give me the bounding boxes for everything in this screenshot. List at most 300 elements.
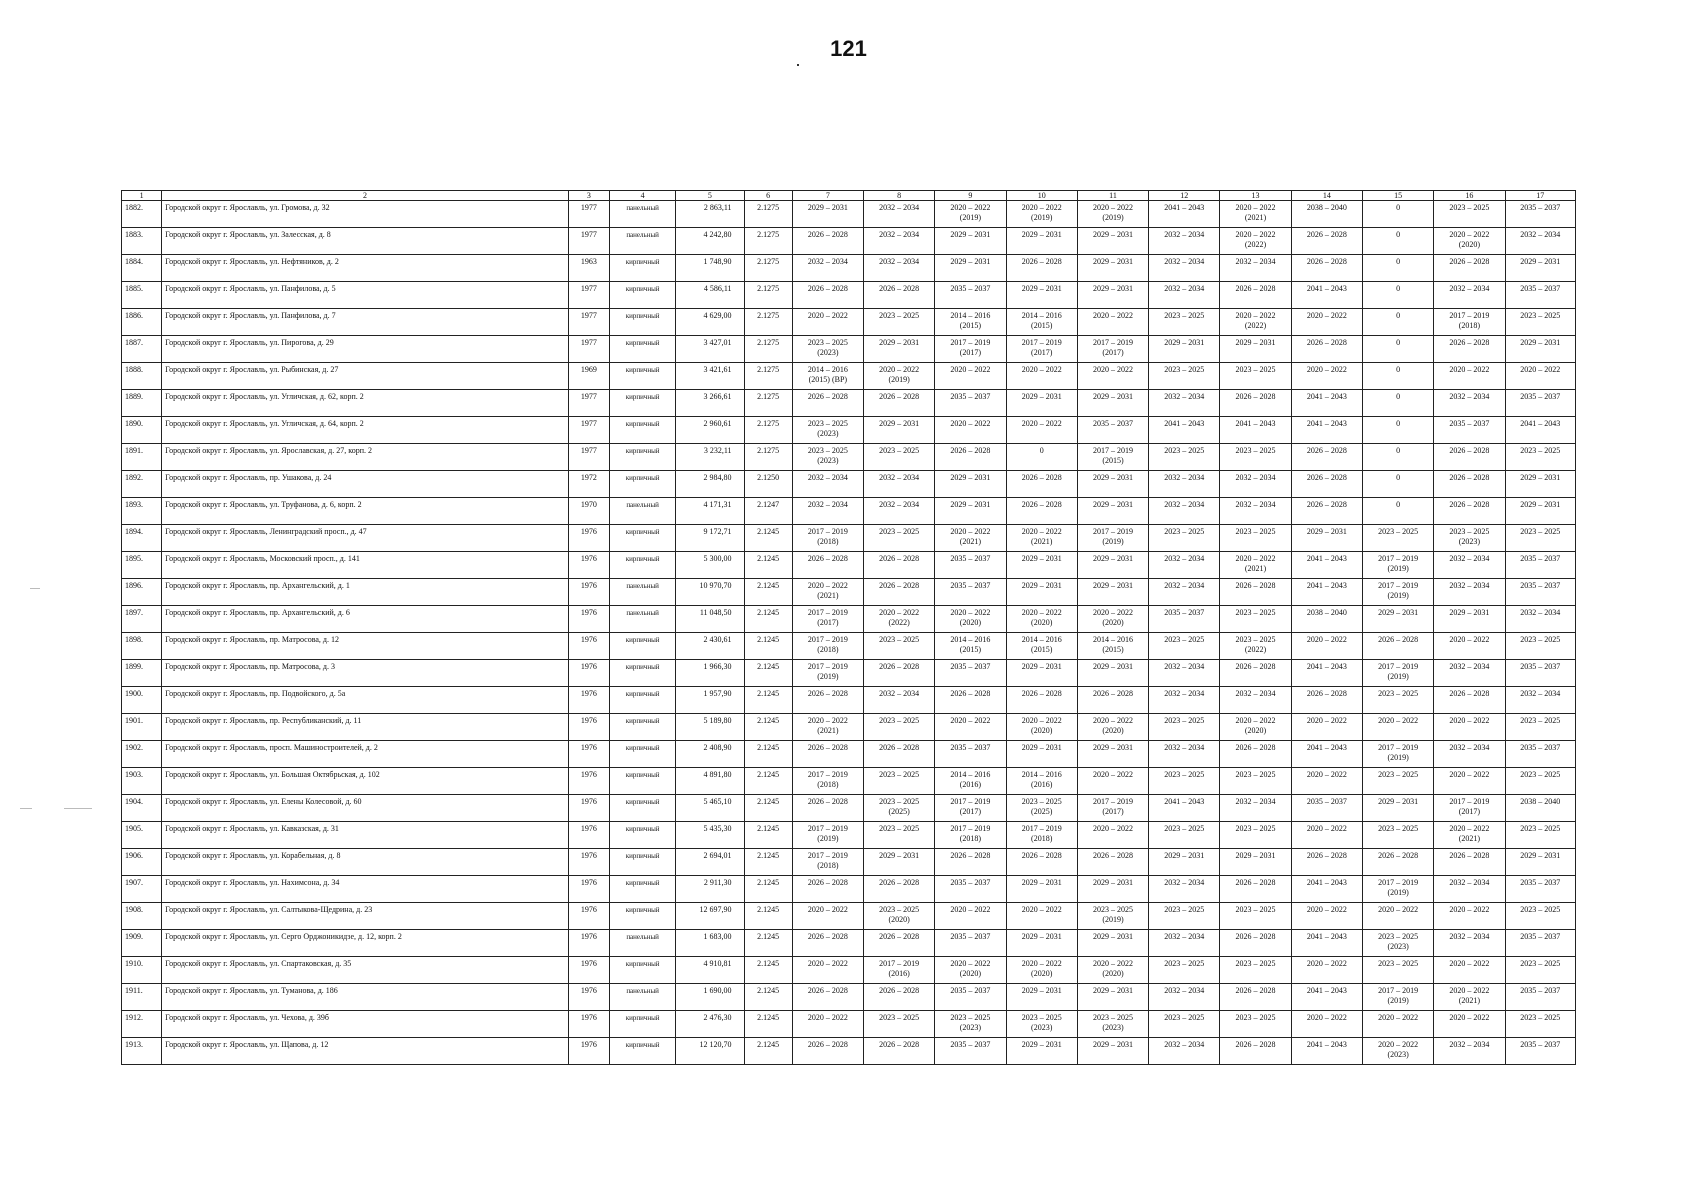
table-cell: 2023 – 2025 (2022) xyxy=(1220,633,1291,660)
table-cell: 2017 – 2019 (2019) xyxy=(1362,579,1433,606)
table-cell: 2023 – 2025 (2020) xyxy=(864,903,935,930)
table-cell: 2.1245 xyxy=(744,876,792,903)
table-cell: 2020 – 2022 xyxy=(1505,363,1575,390)
table-cell: 2026 – 2028 xyxy=(1291,687,1362,714)
table-cell: кирпичный xyxy=(609,822,675,849)
table-row xyxy=(122,201,1576,228)
table-cell: 2023 – 2025 xyxy=(1434,201,1505,228)
table-cell: 1976 xyxy=(568,552,609,579)
table-cell: кирпичный xyxy=(609,660,675,687)
table-cell: 0 xyxy=(1362,201,1433,228)
table-cell: 1976 xyxy=(568,795,609,822)
table-cell: 2020 – 2022 xyxy=(1362,1011,1433,1038)
table-cell: 1906. xyxy=(122,849,162,876)
table-cell: 4 242,80 xyxy=(676,228,744,255)
table-cell: 5 300,00 xyxy=(676,552,744,579)
table-row xyxy=(122,633,1576,660)
table-cell: 2017 – 2019 (2019) xyxy=(792,660,863,687)
table-cell: 2035 – 2037 xyxy=(935,1038,1006,1065)
table-cell: 1883. xyxy=(122,228,162,255)
register-body xyxy=(122,191,1576,1065)
table-cell: 2023 – 2025 xyxy=(1362,957,1433,984)
table-cell: 2020 – 2022 (2021) xyxy=(1220,552,1291,579)
table-cell: панельный xyxy=(609,579,675,606)
table-cell: 2029 – 2031 xyxy=(792,201,863,228)
table-cell: 2023 – 2025 xyxy=(1505,633,1575,660)
table-row xyxy=(122,714,1576,741)
table-cell: 2029 – 2031 xyxy=(1077,984,1148,1011)
table-cell: 1 966,30 xyxy=(676,660,744,687)
table-cell: 1893. xyxy=(122,498,162,525)
table-cell: 2023 – 2025 xyxy=(1220,606,1291,633)
table-cell: 2017 – 2019 (2018) xyxy=(935,822,1006,849)
table-cell: 2032 – 2034 xyxy=(1149,498,1220,525)
table-cell: 2026 – 2028 xyxy=(864,984,935,1011)
table-cell: 2026 – 2028 xyxy=(1220,579,1291,606)
table-cell: 2026 – 2028 xyxy=(1006,471,1077,498)
table-cell: 1976 xyxy=(568,633,609,660)
table-cell: 2029 – 2031 xyxy=(1077,930,1148,957)
column-number: 13 xyxy=(1220,191,1291,201)
table-cell: 2041 – 2043 xyxy=(1291,930,1362,957)
table-cell: 2029 – 2031 xyxy=(1006,282,1077,309)
table-cell: 2032 – 2034 xyxy=(1220,498,1291,525)
table-cell: 2014 – 2016 (2016) xyxy=(1006,768,1077,795)
table-cell: Городской округ г. Ярославль, ул. Громова, д. 32 xyxy=(162,201,569,228)
table-cell: 2017 – 2019 (2016) xyxy=(864,957,935,984)
table-cell: 2017 – 2019 (2019) xyxy=(1362,741,1433,768)
table-cell: 2029 – 2031 xyxy=(935,255,1006,282)
column-number: 4 xyxy=(609,191,675,201)
table-cell: 2041 – 2043 xyxy=(1220,417,1291,444)
table-row xyxy=(122,309,1576,336)
table-cell: 1977 xyxy=(568,228,609,255)
register-table xyxy=(121,190,1576,1065)
table-cell: панельный xyxy=(609,228,675,255)
table-cell: 1897. xyxy=(122,606,162,633)
table-cell: 2026 – 2028 xyxy=(1291,498,1362,525)
table-cell: 1903. xyxy=(122,768,162,795)
table-cell: 1976 xyxy=(568,1011,609,1038)
table-cell: 2026 – 2028 xyxy=(1434,471,1505,498)
table-cell: 1905. xyxy=(122,822,162,849)
table-cell: 2026 – 2028 xyxy=(1434,444,1505,471)
table-cell: 1901. xyxy=(122,714,162,741)
table-cell: 2026 – 2028 xyxy=(864,1038,935,1065)
table-cell: 2020 – 2022 (2019) xyxy=(864,363,935,390)
table-row xyxy=(122,849,1576,876)
table-cell: Городской округ г. Ярославль, ул. Елены Колесовой, д. 60 xyxy=(162,795,569,822)
page-number: 121 xyxy=(830,36,867,61)
table-row xyxy=(122,282,1576,309)
margin-mark xyxy=(30,588,40,589)
table-cell: 2017 – 2019 (2018) xyxy=(792,768,863,795)
table-cell: 1977 xyxy=(568,417,609,444)
table-row xyxy=(122,228,1576,255)
table-cell: 2026 – 2028 xyxy=(864,579,935,606)
table-cell: 3 232,11 xyxy=(676,444,744,471)
table-cell: 2023 – 2025 xyxy=(1220,363,1291,390)
table-cell: 1911. xyxy=(122,984,162,1011)
table-cell: 2032 – 2034 xyxy=(1149,282,1220,309)
table-cell: 2026 – 2028 xyxy=(792,876,863,903)
table-cell: 2029 – 2031 xyxy=(864,849,935,876)
table-cell: 1970 xyxy=(568,498,609,525)
table-cell: 2020 – 2022 (2022) xyxy=(864,606,935,633)
table-cell: 2029 – 2031 xyxy=(1006,876,1077,903)
table-cell: 2017 – 2019 (2018) xyxy=(792,633,863,660)
table-cell: 2032 – 2034 xyxy=(1149,930,1220,957)
table-cell: 2038 – 2040 xyxy=(1505,795,1575,822)
table-cell: 2035 – 2037 xyxy=(935,741,1006,768)
table-cell: 2.1245 xyxy=(744,957,792,984)
table-cell: Городской округ г. Ярославль, пр. Республиканский, д. 11 xyxy=(162,714,569,741)
table-cell: 2.1245 xyxy=(744,984,792,1011)
table-cell: 2023 – 2025 xyxy=(1149,444,1220,471)
table-row xyxy=(122,606,1576,633)
table-cell: 2017 – 2019 (2017) xyxy=(1077,336,1148,363)
table-cell: панельный xyxy=(609,201,675,228)
table-cell: 1976 xyxy=(568,768,609,795)
table-cell: 1976 xyxy=(568,525,609,552)
table-cell: Городской округ г. Ярославль, ул. Труфанова, д. 6, корп. 2 xyxy=(162,498,569,525)
table-cell: 2020 – 2022 (2021) xyxy=(1220,201,1291,228)
table-cell: 2020 – 2022 xyxy=(1291,822,1362,849)
table-cell: 0 xyxy=(1362,228,1433,255)
table-cell: 2026 – 2028 xyxy=(1077,849,1148,876)
table-cell: 2020 – 2022 xyxy=(1362,714,1433,741)
table-cell: 2020 – 2022 xyxy=(1362,903,1433,930)
table-cell: 1888. xyxy=(122,363,162,390)
table-cell: 2020 – 2022 (2021) xyxy=(792,714,863,741)
table-cell: 2026 – 2028 xyxy=(935,444,1006,471)
table-cell: 1 957,90 xyxy=(676,687,744,714)
table-cell: Городской округ г. Ярославль, ул. Кавказская, д. 31 xyxy=(162,822,569,849)
table-cell: 2026 – 2028 xyxy=(1006,498,1077,525)
table-cell: 0 xyxy=(1362,390,1433,417)
table-cell: 2035 – 2037 xyxy=(935,552,1006,579)
table-cell: кирпичный xyxy=(609,255,675,282)
table-cell: 1891. xyxy=(122,444,162,471)
table-cell: 1976 xyxy=(568,903,609,930)
table-cell: 2026 – 2028 xyxy=(1006,255,1077,282)
table-cell: 3 427,01 xyxy=(676,336,744,363)
table-cell: 2026 – 2028 xyxy=(1220,660,1291,687)
table-cell: 2032 – 2034 xyxy=(1220,795,1291,822)
table-cell: 2029 – 2031 xyxy=(1077,579,1148,606)
table-cell: 1976 xyxy=(568,687,609,714)
table-cell: 2026 – 2028 xyxy=(1291,228,1362,255)
table-cell: 2020 – 2022 (2021) xyxy=(792,579,863,606)
table-cell: 2032 – 2034 xyxy=(1220,471,1291,498)
table-cell: 2029 – 2031 xyxy=(1077,741,1148,768)
table-cell: 1894. xyxy=(122,525,162,552)
table-row xyxy=(122,336,1576,363)
table-cell: 2023 – 2025 (2023) xyxy=(1077,1011,1148,1038)
table-cell: 4 910,81 xyxy=(676,957,744,984)
table-cell: 2035 – 2037 xyxy=(1434,417,1505,444)
table-cell: 2026 – 2028 xyxy=(1077,687,1148,714)
table-cell: 1976 xyxy=(568,957,609,984)
table-cell: кирпичный xyxy=(609,309,675,336)
table-cell: кирпичный xyxy=(609,552,675,579)
table-cell: 2029 – 2031 xyxy=(935,228,1006,255)
table-cell: 2020 – 2022 xyxy=(1434,1011,1505,1038)
table-cell: 2032 – 2034 xyxy=(1220,255,1291,282)
table-cell: 2026 – 2028 xyxy=(1362,849,1433,876)
table-cell: 2029 – 2031 xyxy=(1006,984,1077,1011)
table-cell: 2029 – 2031 xyxy=(1505,849,1575,876)
table-cell: 2035 – 2037 xyxy=(1505,579,1575,606)
table-cell: Городской округ г. Ярославль, ул. Пирогова, д. 29 xyxy=(162,336,569,363)
table-cell: 2023 – 2025 xyxy=(864,768,935,795)
table-cell: 2023 – 2025 xyxy=(864,309,935,336)
table-cell: 2020 – 2022 xyxy=(1006,417,1077,444)
table-cell: 2017 – 2019 (2017) xyxy=(1434,795,1505,822)
table-cell: 2020 – 2022 (2020) xyxy=(1006,606,1077,633)
table-cell: 2.1245 xyxy=(744,552,792,579)
table-cell: 2020 – 2022 xyxy=(1006,903,1077,930)
table-cell: 2020 – 2022 (2021) xyxy=(935,525,1006,552)
table-cell: 2032 – 2034 xyxy=(1149,552,1220,579)
table-cell: 2020 – 2022 xyxy=(935,417,1006,444)
table-cell: 2.1245 xyxy=(744,1011,792,1038)
table-cell: 2020 – 2022 xyxy=(1291,903,1362,930)
table-cell: кирпичный xyxy=(609,1011,675,1038)
table-cell: 2023 – 2025 xyxy=(1505,444,1575,471)
table-cell: 2020 – 2022 (2020) xyxy=(935,606,1006,633)
table-cell: 2023 – 2025 xyxy=(1149,822,1220,849)
table-cell: 2.1275 xyxy=(744,336,792,363)
table-cell: 2.1275 xyxy=(744,363,792,390)
table-cell: 2026 – 2028 xyxy=(1291,444,1362,471)
table-cell: 2041 – 2043 xyxy=(1291,660,1362,687)
table-cell: 2017 – 2019 (2017) xyxy=(935,336,1006,363)
table-cell: 1908. xyxy=(122,903,162,930)
table-cell: 2026 – 2028 xyxy=(864,741,935,768)
table-cell: 2020 – 2022 xyxy=(1077,363,1148,390)
table-cell: 2.1275 xyxy=(744,255,792,282)
table-cell: 1976 xyxy=(568,930,609,957)
table-cell: Городской округ г. Ярославль, ул. Угличская, д. 62, корп. 2 xyxy=(162,390,569,417)
table-cell: 5 189,80 xyxy=(676,714,744,741)
table-cell: 2023 – 2025 xyxy=(1505,957,1575,984)
table-cell: 11 048,50 xyxy=(676,606,744,633)
table-cell: 1913. xyxy=(122,1038,162,1065)
table-cell: Городской округ г. Ярославль, пр. Архангельский, д. 6 xyxy=(162,606,569,633)
table-cell: 2023 – 2025 xyxy=(1149,309,1220,336)
table-cell: 1886. xyxy=(122,309,162,336)
table-cell: Городской округ г. Ярославль, Ленинградский просп., д. 47 xyxy=(162,525,569,552)
table-cell: 2035 – 2037 xyxy=(1505,282,1575,309)
table-cell: 1976 xyxy=(568,714,609,741)
table-cell: 2023 – 2025 (2019) xyxy=(1077,903,1148,930)
table-cell: 2023 – 2025 xyxy=(1220,957,1291,984)
table-cell: 2020 – 2022 xyxy=(1291,957,1362,984)
table-cell: кирпичный xyxy=(609,1038,675,1065)
table-cell: 1882. xyxy=(122,201,162,228)
table-cell: 2029 – 2031 xyxy=(1220,336,1291,363)
table-cell: 2014 – 2016 (2015) xyxy=(935,633,1006,660)
table-cell: Городской округ г. Ярославль, ул. Рыбинская, д. 27 xyxy=(162,363,569,390)
table-cell: 2026 – 2028 xyxy=(792,930,863,957)
table-cell: 2029 – 2031 xyxy=(1149,336,1220,363)
table-cell: 2023 – 2025 xyxy=(864,525,935,552)
table-cell: 3 266,61 xyxy=(676,390,744,417)
table-cell: Городской округ г. Ярославль, ул. Спартаковская, д. 35 xyxy=(162,957,569,984)
table-cell: 2020 – 2022 (2020) xyxy=(1077,714,1148,741)
table-cell: 2023 – 2025 (2023) xyxy=(792,336,863,363)
table-row xyxy=(122,795,1576,822)
table-cell: 2029 – 2031 xyxy=(1077,471,1148,498)
table-cell: 2023 – 2025 (2023) xyxy=(1362,930,1433,957)
table-cell: 2020 – 2022 (2022) xyxy=(1220,228,1291,255)
table-cell: 2.1245 xyxy=(744,714,792,741)
table-cell: 2023 – 2025 xyxy=(1220,768,1291,795)
table-row xyxy=(122,1011,1576,1038)
table-cell: 2017 – 2019 (2019) xyxy=(1362,984,1433,1011)
table-cell: 2020 – 2022 xyxy=(1434,633,1505,660)
table-cell: 1890. xyxy=(122,417,162,444)
table-cell: 1896. xyxy=(122,579,162,606)
table-cell: Городской округ г. Ярославль, ул. Панфилова, д. 7 xyxy=(162,309,569,336)
table-cell: 2035 – 2037 xyxy=(935,660,1006,687)
column-number: 2 xyxy=(162,191,569,201)
table-cell: 2026 – 2028 xyxy=(935,849,1006,876)
table-cell: 1977 xyxy=(568,444,609,471)
table-cell: 0 xyxy=(1362,282,1433,309)
table-cell: 2035 – 2037 xyxy=(1505,201,1575,228)
table-cell: 2020 – 2022 xyxy=(935,363,1006,390)
table-cell: 2023 – 2025 xyxy=(864,633,935,660)
table-cell: 2 430,61 xyxy=(676,633,744,660)
table-cell: 2023 – 2025 (2023) xyxy=(1434,525,1505,552)
table-cell: 1892. xyxy=(122,471,162,498)
table-cell: 2029 – 2031 xyxy=(864,417,935,444)
table-cell: 2029 – 2031 xyxy=(1006,228,1077,255)
table-cell: 2026 – 2028 xyxy=(864,876,935,903)
table-cell: 2023 – 2025 xyxy=(1149,714,1220,741)
table-cell: 2032 – 2034 xyxy=(792,255,863,282)
table-cell: кирпичный xyxy=(609,471,675,498)
table-cell: 2029 – 2031 xyxy=(1362,795,1433,822)
table-row xyxy=(122,390,1576,417)
table-cell: Городской округ г. Ярославль, ул. Корабельная, д. 8 xyxy=(162,849,569,876)
table-cell: Городской округ г. Ярославль, ул. Нахимсона, д. 34 xyxy=(162,876,569,903)
table-cell: кирпичный xyxy=(609,417,675,444)
table-cell: 2035 – 2037 xyxy=(935,876,1006,903)
table-cell: 0 xyxy=(1362,417,1433,444)
table-cell: 2032 – 2034 xyxy=(1220,687,1291,714)
table-cell: панельный xyxy=(609,984,675,1011)
table-cell: 2026 – 2028 xyxy=(792,282,863,309)
column-number: 3 xyxy=(568,191,609,201)
table-cell: 2029 – 2031 xyxy=(1077,255,1148,282)
table-cell: 2020 – 2022 xyxy=(792,957,863,984)
table-cell: 2035 – 2037 xyxy=(935,579,1006,606)
table-cell: Городской округ г. Ярославль, пр. Подвойского, д. 5а xyxy=(162,687,569,714)
table-cell: 12 697,90 xyxy=(676,903,744,930)
table-cell: 2032 – 2034 xyxy=(1434,579,1505,606)
table-cell: 2023 – 2025 xyxy=(1505,1011,1575,1038)
table-cell: 2035 – 2037 xyxy=(1505,552,1575,579)
table-cell: 2020 – 2022 xyxy=(792,903,863,930)
table-cell: 2.1245 xyxy=(744,687,792,714)
table-cell: 0 xyxy=(1362,444,1433,471)
table-row xyxy=(122,1038,1576,1065)
table-cell: 2014 – 2016 (2015) xyxy=(1077,633,1148,660)
table-cell: 1909. xyxy=(122,930,162,957)
table-cell: 2026 – 2028 xyxy=(1220,741,1291,768)
table-cell: 2032 – 2034 xyxy=(864,687,935,714)
table-cell: кирпичный xyxy=(609,714,675,741)
table-row xyxy=(122,498,1576,525)
table-cell: 2029 – 2031 xyxy=(1077,228,1148,255)
table-cell: 0 xyxy=(1362,498,1433,525)
table-cell: 2032 – 2034 xyxy=(1505,606,1575,633)
table-cell: 2029 – 2031 xyxy=(1077,552,1148,579)
table-cell: 2023 – 2025 xyxy=(1505,768,1575,795)
table-cell: 2035 – 2037 xyxy=(1505,741,1575,768)
table-row xyxy=(122,471,1576,498)
table-cell: 2017 – 2019 (2019) xyxy=(1362,660,1433,687)
table-cell: 2023 – 2025 (2025) xyxy=(864,795,935,822)
table-cell: 1900. xyxy=(122,687,162,714)
table-cell: 2032 – 2034 xyxy=(1149,984,1220,1011)
table-cell: 2020 – 2022 (2019) xyxy=(1077,201,1148,228)
table-cell: 2029 – 2031 xyxy=(1434,606,1505,633)
table-cell: 2 408,90 xyxy=(676,741,744,768)
column-number-row xyxy=(122,191,1576,201)
table-cell: 2020 – 2022 xyxy=(1434,363,1505,390)
table-cell: 2.1245 xyxy=(744,903,792,930)
table-cell: кирпичный xyxy=(609,336,675,363)
table-cell: 2023 – 2025 xyxy=(1505,903,1575,930)
table-cell: 1969 xyxy=(568,363,609,390)
column-number: 8 xyxy=(864,191,935,201)
table-cell: 2035 – 2037 xyxy=(1505,984,1575,1011)
table-cell: 2.1250 xyxy=(744,471,792,498)
table-cell: 12 120,70 xyxy=(676,1038,744,1065)
table-cell: 2023 – 2025 xyxy=(1149,957,1220,984)
column-number: 9 xyxy=(935,191,1006,201)
table-cell: Городской округ г. Ярославль, ул. Серго Орджоникидзе, д. 12, корп. 2 xyxy=(162,930,569,957)
table-cell: 2017 – 2019 (2019) xyxy=(1362,876,1433,903)
column-number: 10 xyxy=(1006,191,1077,201)
table-cell: 2026 – 2028 xyxy=(935,687,1006,714)
table-cell: 1977 xyxy=(568,282,609,309)
table-cell: 2032 – 2034 xyxy=(864,201,935,228)
table-cell: 2038 – 2040 xyxy=(1291,606,1362,633)
table-cell: 2026 – 2028 xyxy=(1434,498,1505,525)
column-number: 1 xyxy=(122,191,162,201)
table-row xyxy=(122,930,1576,957)
table-cell: 2020 – 2022 xyxy=(1077,822,1148,849)
table-cell: 1972 xyxy=(568,471,609,498)
table-cell: 2017 – 2019 (2018) xyxy=(792,849,863,876)
table-cell: 2029 – 2031 xyxy=(1505,255,1575,282)
table-cell: 2023 – 2025 xyxy=(1505,714,1575,741)
table-cell: 2026 – 2028 xyxy=(1220,984,1291,1011)
table-cell: Городской округ г. Ярославль, пр. Архангельский, д. 1 xyxy=(162,579,569,606)
table-cell: 2020 – 2022 xyxy=(1291,714,1362,741)
table-cell: 2026 – 2028 xyxy=(792,741,863,768)
table-cell: 2029 – 2031 xyxy=(1362,606,1433,633)
table-cell: 1 690,00 xyxy=(676,984,744,1011)
table-cell: 2017 – 2019 (2017) xyxy=(1077,795,1148,822)
table-cell: 1977 xyxy=(568,336,609,363)
table-cell: 2041 – 2043 xyxy=(1291,552,1362,579)
